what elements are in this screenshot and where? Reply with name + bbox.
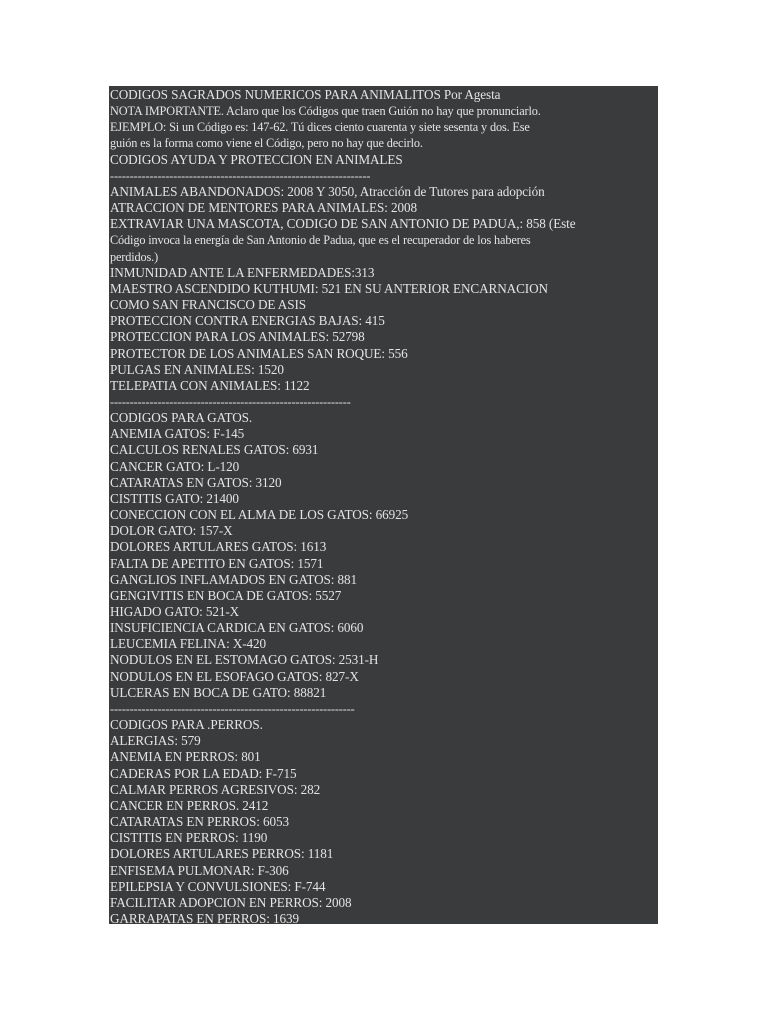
document-line: PROTECCION CONTRA ENERGIAS BAJAS: 415 bbox=[110, 313, 385, 329]
document-line: CODIGOS PARA .PERROS. bbox=[110, 717, 263, 733]
document-line: -------------------------------------------------------------- bbox=[110, 701, 355, 716]
document-line: INSUFICIENCIA CARDICA EN GATOS: 6060 bbox=[110, 620, 364, 636]
document-line: ------------------------------------------------------------- bbox=[110, 394, 351, 409]
document-line: EXTRAVIAR UNA MASCOTA, CODIGO DE SAN ANTONIO DE PADUA,: 858 (Este bbox=[110, 216, 576, 232]
document-line: guión es la forma como viene el Código, pero no hay que decirlo. bbox=[110, 136, 423, 151]
document-line: HIGADO GATO: 521-X bbox=[110, 604, 240, 619]
document-line: CONECCION CON EL ALMA DE LOS GATOS: 66925 bbox=[110, 507, 409, 523]
document-title: CODIGOS SAGRADOS NUMERICOS PARA ANIMALITOS Por Agesta bbox=[110, 87, 501, 102]
document-line: CODIGOS AYUDA Y PROTECCION EN ANIMALES bbox=[110, 151, 403, 167]
document-line: GANGLIOS INFLAMADOS EN GATOS: 881 bbox=[110, 571, 358, 587]
document-line: INMUNIDAD ANTE LA ENFERMEDADES:313 bbox=[110, 264, 375, 280]
document-line: CATARATAS EN GATOS: 3120 bbox=[110, 474, 282, 490]
document-line: ENFISEMA PULMONAR: F-306 bbox=[110, 862, 289, 878]
document-line: ------------------------------------------------------------------ bbox=[110, 168, 371, 183]
document-line: ANEMIA GATOS: F-145 bbox=[110, 426, 245, 442]
document-line: LEUCEMIA FELINA: X-420 bbox=[110, 636, 267, 652]
document-line: TELEPATIA CON ANIMALES: 1122 bbox=[110, 377, 310, 393]
document-line: NODULOS EN EL ESTOMAGO GATOS: 2531-H bbox=[110, 652, 379, 668]
document-line: CATARATAS EN PERROS: 6053 bbox=[110, 814, 289, 830]
document-line: DOLOR GATO: 157-X bbox=[110, 523, 233, 539]
document-line: COMO SAN FRANCISCO DE ASIS bbox=[110, 297, 306, 313]
document-line: CANCER EN PERROS. 2412 bbox=[110, 797, 269, 813]
document-line: GENGIVITIS EN BOCA DE GATOS: 5527 bbox=[110, 587, 342, 603]
document-text bbox=[109, 86, 658, 924]
document-line: CALMAR PERROS AGRESIVOS: 282 bbox=[110, 781, 321, 797]
document-line: ANIMALES ABANDONADOS: 2008 Y 3050, Atracción de Tutores para adopción bbox=[110, 183, 545, 199]
document-line: CISTITIS EN PERROS: 1190 bbox=[110, 830, 268, 846]
document-line: NOTA IMPORTANTE. Aclaro que los Códigos que traen Guión no hay que pronunciarlo. bbox=[110, 104, 541, 119]
document-line: Código invoca la energía de San Antonio de Padua, que es el recuperador de los haberes bbox=[110, 233, 531, 248]
document-line: EPILEPSIA Y CONVULSIONES: F-744 bbox=[110, 878, 326, 894]
document-line: CODIGOS PARA GATOS. bbox=[110, 410, 253, 426]
document-line: MAESTRO ASCENDIDO KUTHUMI: 521 EN SU ANTERIOR ENCARNACION bbox=[110, 280, 548, 296]
document-line: EJEMPLO: Si un Código es: 147-62. Tú dices ciento cuarenta y siete sesenta y dos. Ese bbox=[110, 120, 530, 135]
document-line: PROTECCION PARA LOS ANIMALES: 52798 bbox=[110, 329, 365, 345]
document-line: ULCERAS EN BOCA DE GATO: 88821 bbox=[110, 684, 327, 700]
document-line: FALTA DE APETITO EN GATOS: 1571 bbox=[110, 555, 324, 571]
document-line: DOLORES ARTULARES PERROS: 1181 bbox=[110, 846, 334, 862]
document-line: DOLORES ARTULARES GATOS: 1613 bbox=[110, 539, 327, 555]
document-page bbox=[109, 86, 658, 924]
document-line: FACILITAR ADOPCION EN PERROS: 2008 bbox=[110, 894, 352, 910]
document-line: CADERAS POR LA EDAD: F-715 bbox=[110, 765, 297, 781]
document-line: CANCER GATO: L-120 bbox=[110, 458, 240, 474]
document-line: PROTECTOR DE LOS ANIMALES SAN ROQUE: 556 bbox=[110, 345, 408, 361]
document-line: GARRAPATAS EN PERROS: 1639 bbox=[110, 910, 299, 924]
document-line: ATRACCION DE MENTORES PARA ANIMALES: 2008 bbox=[110, 200, 417, 216]
document-line: ALERGIAS: 579 bbox=[110, 733, 201, 749]
document-line: CALCULOS RENALES GATOS: 6931 bbox=[110, 442, 319, 458]
document-line: perdidos.) bbox=[110, 249, 159, 264]
document-line: PULGAS EN ANIMALES: 1520 bbox=[110, 361, 284, 377]
document-line: CISTITIS GATO: 21400 bbox=[110, 490, 239, 506]
document-line: NODULOS EN EL ESOFAGO GATOS: 827-X bbox=[110, 668, 359, 684]
document-line: ANEMIA EN PERROS: 801 bbox=[110, 749, 261, 765]
